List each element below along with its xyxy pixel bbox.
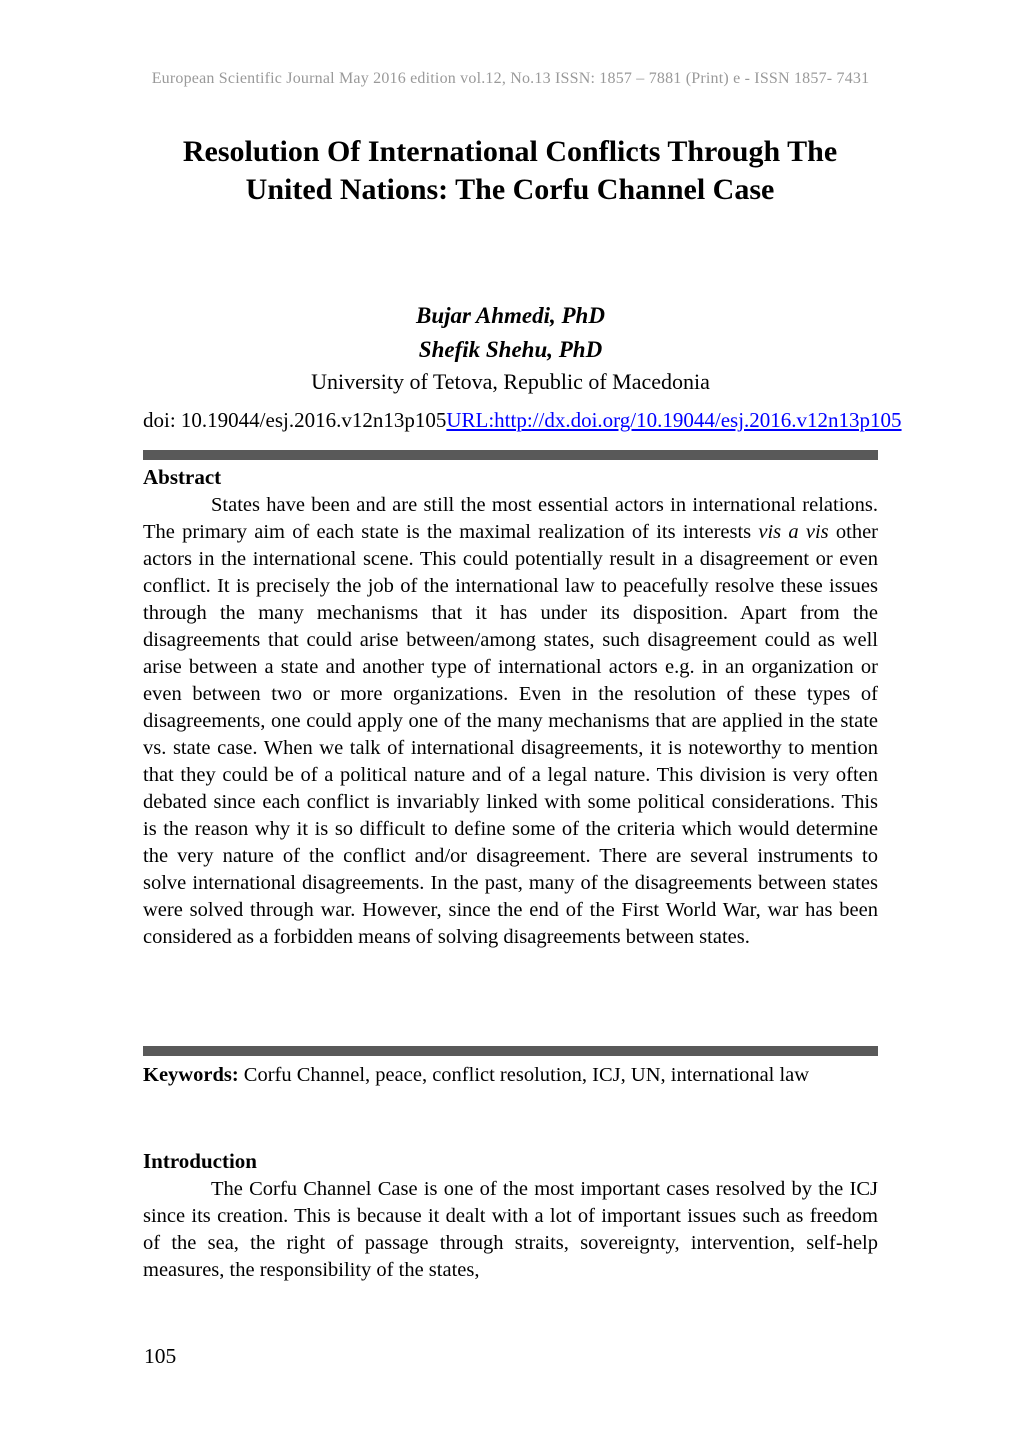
divider-bar-top	[143, 450, 878, 460]
doi-url-link[interactable]: URL:http://dx.doi.org/10.19044/esj.2016.v12n13p105	[446, 408, 902, 432]
introduction-heading: Introduction	[143, 1149, 257, 1173]
introduction-text: The Corfu Channel Case is one of the most important cases resolved by the ICJ since its creation. This is because it dealt with a lot of important issues such as freedom of the sea, the right of passage through straits, sovereignty, intervention, self-help measures, the responsibility of the states,	[143, 1178, 878, 1281]
keywords-text: Corfu Channel, peace, conflict resolution, ICJ, UN, international law	[238, 1064, 810, 1086]
authors-block	[143, 299, 878, 397]
author-affiliation: University of Tetova, Republic of Macedonia	[311, 369, 710, 394]
abstract-text-before-italic: States have been and are still the most essential actors in international relations. The primary aim of each state is the maximal realization of its interests	[143, 494, 878, 543]
page-number: 105	[144, 1344, 177, 1368]
journal-header-line: European Scientific Journal May 2016 edition vol.12, No.13 ISSN: 1857 – 7881 (Print) e - ISSN 1857- 7431	[151, 70, 870, 87]
abstract-heading: Abstract	[143, 465, 222, 489]
paper-title: Resolution Of International Conflicts Through The United Nations: The Corfu Channel Case	[182, 135, 838, 206]
abstract-text-after-italic: other actors in the international scene. This could potentially result in a disagreement or even conflict. It is precisely the job of the international law to peacefully resolve these issues through the many mechanisms that it has under its disposition. Apart from the disagreements that could arise between/among states, such disagreement could as well arise between a state and another type of international actors e.g. in an organization or even between two or more organizations. Even in the resolution of these types of disagreements, one could apply one of the many mechanisms that are applied in the state vs. state case. When we talk of international disagreements, it is noteworthy to mention that they could be of a political nature and of a legal nature. This division is very often debated since each conflict is invariably linked with some political considerations. This is the reason why it is so difficult to define some of the criteria which would determine the very nature of the conflict and/or disagreement. There are several instruments to solve international disagreements. In the past, many of the disagreements between states were solved through war. However, since the end of the First World War, war has been considered as a forbidden means of solving disagreements between states.	[143, 521, 879, 948]
keywords-label: Keywords:	[143, 1064, 239, 1086]
author-name-1: Bujar Ahmedi, PhD	[416, 303, 605, 328]
divider-bar-bottom	[143, 1046, 878, 1056]
keywords-line	[143, 1062, 878, 1089]
abstract-italic-phrase: vis a vis	[758, 521, 829, 543]
author-name-2: Shefik Shehu, PhD	[418, 337, 603, 362]
doi-label: doi: 10.19044/esj.2016.v12n13p105	[143, 408, 447, 432]
abstract-text	[143, 492, 878, 951]
doi-row	[143, 408, 902, 433]
